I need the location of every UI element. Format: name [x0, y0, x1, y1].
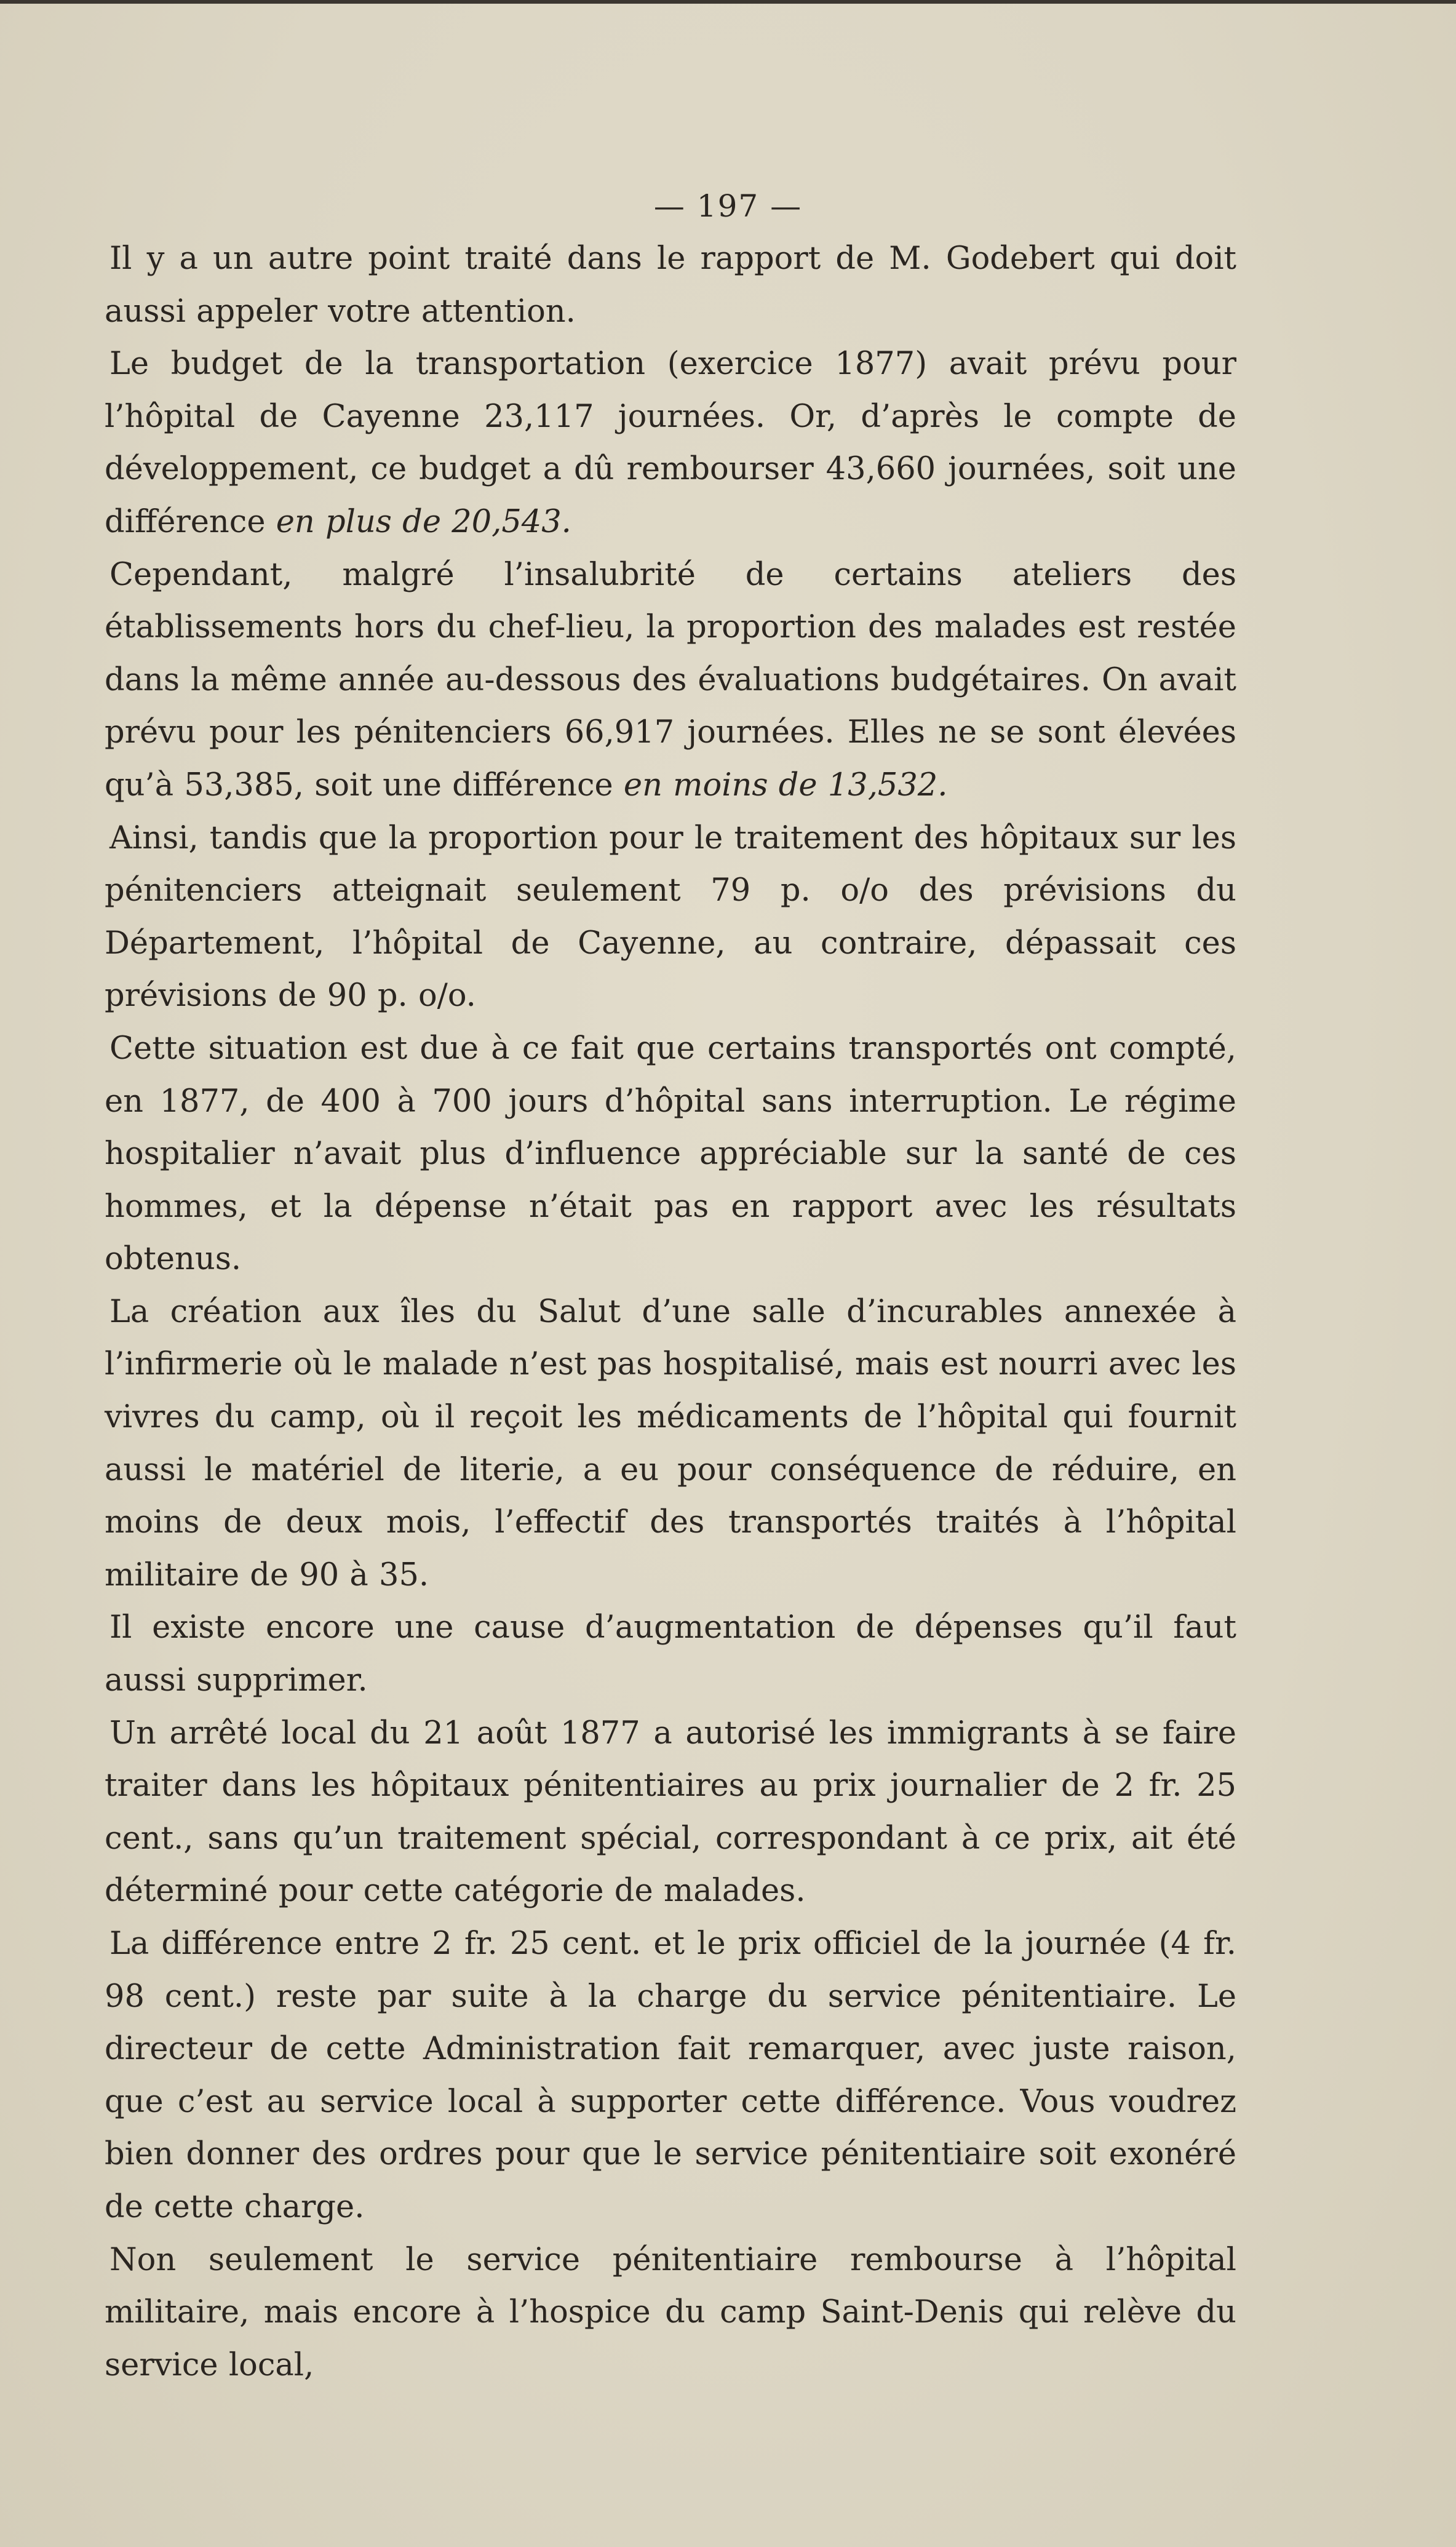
paragraph-4-text: Ainsi, tandis que la proportion pour le traitement des hôpitaux sur les pénitenciers atteignait seulement 79 p. o/o des prévisions du Département, l’hôpital de Cayenne, au contraire, dépassait ces prévisions de 90 p. o/o.: [105, 819, 1236, 1014]
paragraph-7-text: Il existe encore une cause d’augmentation de dépenses qu’il faut aussi supprimer.: [105, 1609, 1236, 1699]
paragraph-3-emphasis: en moins de 13,532.: [623, 767, 948, 803]
paragraph-6-text: La création aux îles du Salut d’une salle d’incurables annexée à l’infirmerie où le malade n’est pas hospitalisé, mais est nourri avec les vivres du camp, où il reçoit les médicaments de l’hôpital qui fournit aussi le matériel de literie, a eu pour conséquence de réduire, en moins de deux mois, l’effectif des transportés traités à l’hôpital militaire de 90 à 35.: [105, 1293, 1236, 1593]
paragraph-2: [105, 338, 1236, 548]
paragraph-5: [105, 1022, 1236, 1286]
paragraph-7: [105, 1601, 1236, 1707]
paragraph-8-text: Un arrêté local du 21 août 1877 a autorisé les immigrants à se faire traiter dans les hôpitaux pénitentiaires au prix journalier de 2 fr. 25 cent., sans qu’un traitement spécial, correspondant à ce prix, ait été déterminé pour cette catégorie de malades.: [105, 1715, 1236, 1910]
paragraph-2-emphasis: en plus de 20,543.: [276, 503, 571, 540]
body-text: [105, 233, 1236, 2391]
paragraph-9: [105, 1918, 1236, 2234]
page-number-header: — 197 —: [653, 188, 803, 224]
paragraph-8: [105, 1707, 1236, 1918]
paragraph-5-text: Cette situation est due à ce fait que certains transportés ont compté, en 1877, de 400 à 700 jours d’hôpital sans interruption. Le régime hospitalier n’avait plus d’influence appréciable sur la santé de ces hommes, et la dépense n’était pas en rapport avec les résultats obtenus.: [105, 1030, 1236, 1278]
page-top-edge: [0, 0, 1456, 4]
paragraph-4: [105, 812, 1236, 1022]
paragraph-10-text: Non seulement le service pénitentiaire rembourse à l’hôpital militaire, mais encore à l’hospice du camp Saint-Denis qui relève du service local,: [105, 2241, 1236, 2383]
paragraph-10: [105, 2234, 1236, 2392]
paragraph-3-text: Cependant, malgré l’insalubrité de certains ateliers des établissements hors du chef-lieu, la proportion des malades est restée dans la même année au-dessous des évaluations budgétaires. On avait prévu pour les pénitenciers 66,917 journées. Elles ne se sont élevées qu’à 53,385, soit une différence: [105, 556, 1236, 803]
paragraph-9-text: La différence entre 2 fr. 25 cent. et le prix officiel de la journée (4 fr. 98 cent.) reste par suite à la charge du service pénitentiaire. Le directeur de cette Administration fait remarquer, avec juste raison, que c’est au service local à supporter cette différence. Vous voudrez bien donner des ordres pour que le service pénitentiaire soit exonéré de cette charge.: [105, 1926, 1236, 2225]
paragraph-1: [105, 233, 1236, 338]
paragraph-2-text: Le budget de la transportation (exercice 1877) avait prévu pour l’hôpital de Cayenne 23,117 journées. Or, d’après le compte de développement, ce budget a dû rembourser 43,660 journées, soit une différence: [105, 346, 1236, 540]
paragraph-6: [105, 1286, 1236, 1602]
paragraph-1-text: Il y a un autre point traité dans le rapport de M. Godebert qui doit aussi appeler votre attention.: [105, 241, 1236, 330]
paragraph-3: [105, 549, 1236, 812]
